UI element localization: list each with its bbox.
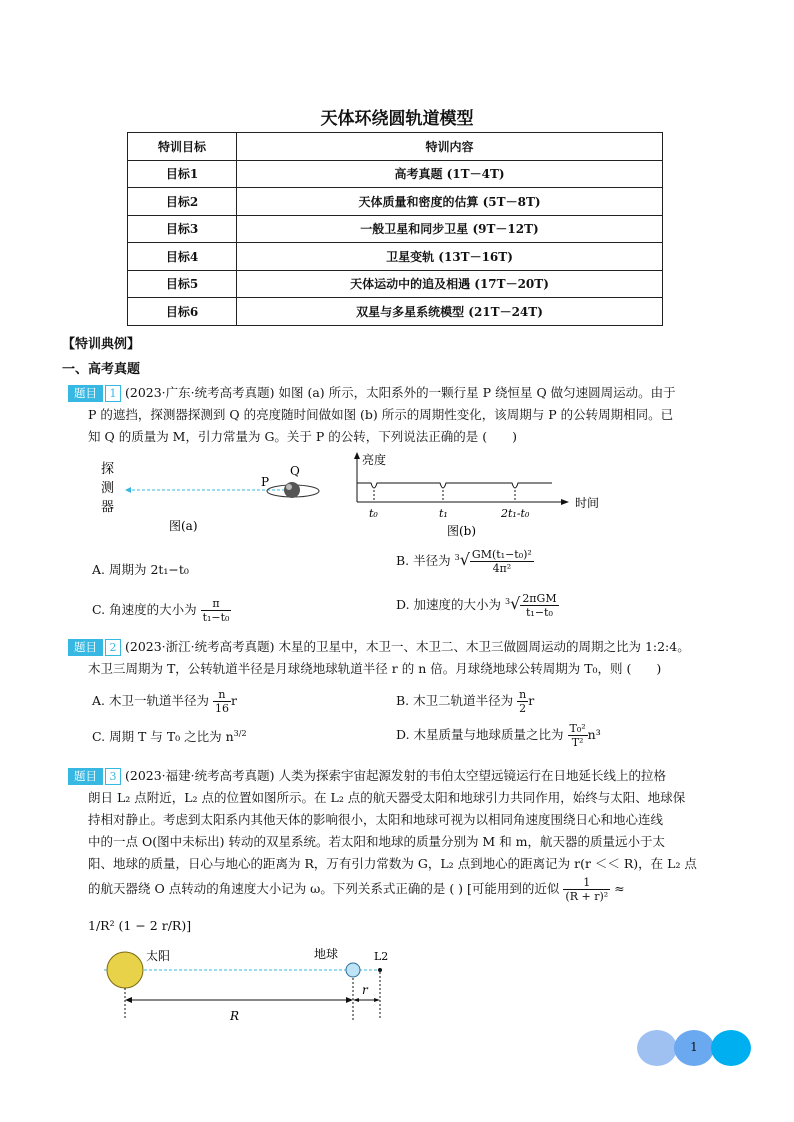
fraction — [470, 548, 534, 575]
table-header: 特训目标 — [128, 133, 237, 161]
q3-text: (2023·福建·统考高考真题) 人类为探索宇宙起源发射的韦伯太空望远镜运行在日地延长线上的拉格 — [124, 768, 666, 783]
page-number: 1 — [690, 1040, 698, 1054]
q1-line-1 — [68, 382, 676, 404]
denominator: 2 — [519, 702, 527, 715]
circle-decor — [711, 1030, 751, 1066]
table-row — [128, 188, 663, 216]
q2-line-1 — [68, 636, 690, 658]
detector-label: 探 — [101, 462, 115, 477]
axis-arrow-icon — [561, 499, 569, 505]
table-cell: 高考真题 (1T－4T) — [237, 160, 663, 188]
q1-line-2: P 的遮挡，探测器探测到 Q 的亮度随时间做如图 (b) 所示的周期性变化，该周期与 P 的公转周期相同。已 — [88, 407, 674, 422]
question-badge: 题目 — [68, 768, 103, 785]
table-cell: 天体质量和密度的估算 (5T－8T) — [237, 188, 663, 216]
detector-label: 器 — [101, 500, 115, 515]
option-label: C. 角速度的大小为 — [92, 602, 197, 617]
option-label: B. 半径为 — [396, 553, 451, 568]
q2-text: (2023·浙江·统考高考真题) 木星的卫星中，木卫一、木卫二、木卫三做圆周运动的周期之比为 1:2:4。 — [124, 639, 690, 654]
option-suffix: r — [528, 693, 535, 708]
arrow-icon — [353, 998, 359, 1002]
option-suffix: n³ — [587, 727, 601, 742]
exponent: 3/2 — [233, 728, 247, 738]
arrow-icon — [374, 998, 380, 1002]
tick-label: t₀ — [369, 507, 378, 520]
table-cell: 目标5 — [128, 270, 237, 298]
table-row — [128, 215, 663, 243]
question-number: 3 — [105, 768, 121, 785]
q2-option-d — [396, 722, 601, 749]
table-row — [128, 270, 663, 298]
q2-option-a — [92, 688, 237, 715]
fraction — [520, 592, 558, 619]
root-index: 3 — [505, 596, 511, 606]
arrow-icon — [125, 997, 132, 1003]
numerator: GM(t₁−t₀)² — [471, 548, 532, 561]
numerator: T₀² — [569, 722, 586, 735]
fraction — [568, 722, 588, 749]
figure-sun-earth — [100, 948, 390, 1030]
sun-icon — [107, 952, 143, 988]
tick-label: 2t₁-t₀ — [501, 507, 530, 520]
fraction — [563, 876, 610, 903]
earth-icon — [346, 963, 360, 977]
earth-label: 地球 — [314, 948, 339, 961]
q1-option-c — [92, 597, 231, 624]
star-q — [284, 482, 300, 498]
detector-label: 测 — [101, 481, 115, 496]
figure-caption: 图(a) — [169, 519, 198, 533]
q2-line-2: 木卫三周期为 T，公转轨道半径是月球绕地球轨道半径 r 的 n 倍。月球绕地球公转周期为 T₀，则 ( ) — [88, 661, 662, 676]
y-axis-label: 亮度 — [362, 453, 387, 467]
q1-option-b: B. 半径为 $^3$√ $\frac{\text{GM(t₁−t₀)²}}{\text{4π²}}$ — [396, 548, 532, 575]
x-axis-label: 时间 — [575, 496, 600, 510]
numerator: 2πGM — [522, 592, 557, 605]
table-header: 特训内容 — [237, 133, 663, 161]
section-heading: 【特训典例】 — [62, 337, 141, 352]
root-index: 3 — [454, 552, 460, 562]
option-label: C. 周期 T 与 T₀ 之比为 n — [92, 729, 234, 744]
subsection-heading: 一、高考真题 — [62, 362, 141, 377]
q1-option-d: D. 加速度的大小为 $^3$√ $\frac{\text{2πGM}}{\text{t₁−t₀}}$ — [396, 592, 557, 619]
planet-p-label: P — [261, 475, 270, 489]
q1-line-3: 知 Q 的质量为 M，引力常量为 G。关于 P 的公转，下列说法正确的是 ( ) — [88, 429, 518, 444]
fraction — [517, 688, 528, 715]
table-cell: 目标3 — [128, 215, 237, 243]
table-cell: 目标2 — [128, 188, 237, 216]
q1-option-a: A. 周期为 2t₁−t₀ — [92, 562, 189, 577]
fraction — [213, 688, 231, 715]
arrow-icon — [125, 487, 131, 493]
option-label: A. 木卫一轨道半径为 — [92, 693, 209, 708]
table-cell: 卫星变轨 (13T－16T) — [237, 243, 663, 271]
numerator: n — [213, 688, 231, 702]
approx-symbol: ≈ — [614, 881, 625, 896]
table-cell: 目标1 — [128, 160, 237, 188]
denominator: 4π² — [492, 562, 512, 575]
q3-line-7: 1/R² (1 − 2 r/R)] — [88, 918, 192, 933]
axis-arrow-icon — [354, 452, 360, 459]
option-label: D. 木星质量与地球质量之比为 — [396, 727, 564, 742]
q3-line-4: 中的一点 O(图中未标出) 转动的双星系统。若太阳和地球的质量分别为 M 和 m，航天器的质量远小于太 — [88, 834, 666, 849]
q2-option-b — [396, 688, 534, 715]
table-cell: 目标6 — [128, 298, 237, 326]
q1-text: (2023·广东·统考高考真题) 如图 (a) 所示，太阳系外的一颗行星 P 绕恒星 Q 做匀速圆周运动。由于 — [124, 385, 676, 400]
q3-line-6 — [88, 876, 625, 903]
numerator: π — [201, 597, 232, 611]
distance-R-label: R — [230, 1009, 240, 1023]
option-label: B. 木卫二轨道半径为 — [396, 693, 514, 708]
numerator: 1 — [563, 876, 610, 890]
q3-text: 的航天器绕 O 点转动的角速度大小记为 ω。下列关系式正确的是 ( ) [可能用到的近似 — [88, 881, 560, 896]
denominator: (R + r)² — [565, 890, 609, 903]
q3-line-2: 朗日 L₂ 点附近，L₂ 点的位置如图所示。在 L₂ 点的航天器受太阳和地球引力共同作用，始终与太阳、地球保 — [88, 790, 686, 805]
question-badge: 题目 — [68, 639, 103, 656]
distance-r-label: r — [362, 983, 368, 997]
table-cell: 一般卫星和同步卫星 (9T－12T) — [237, 215, 663, 243]
table-row — [128, 298, 663, 326]
table-row — [128, 160, 663, 188]
goals-table — [127, 132, 663, 326]
page-title: 天体环绕圆轨道模型 — [320, 109, 474, 129]
tick-label: t₁ — [439, 507, 448, 520]
star-highlight — [286, 484, 292, 490]
table-cell: 双星与多星系统模型 (21T－24T) — [237, 298, 663, 326]
question-number: 2 — [105, 639, 121, 656]
l2-label: L2 — [374, 950, 389, 963]
q3-line-5: 阳、地球的质量，日心与地心的距离为 R，万有引力常数为 G，L₂ 点到地心的距离记为 r(r ＜＜ R)，在 L₂ 点 — [88, 856, 697, 871]
table-cell: 目标4 — [128, 243, 237, 271]
arrow-icon — [346, 997, 353, 1003]
circle-decor — [637, 1030, 677, 1066]
table-cell: 天体运动中的追及相遇 (17T－20T) — [237, 270, 663, 298]
denominator: t₁−t₀ — [526, 606, 553, 619]
numerator: n — [519, 688, 527, 701]
q3-line-1 — [68, 765, 666, 787]
denominator: t₁−t₀ — [202, 611, 230, 624]
figure-caption: 图(b) — [447, 524, 477, 538]
sun-label: 太阳 — [146, 949, 171, 963]
option-label: D. 加速度的大小为 — [396, 597, 502, 612]
denominator: T² — [571, 736, 584, 749]
q2-option-c — [92, 727, 247, 745]
figure-b — [345, 450, 615, 542]
l2-point — [378, 968, 382, 972]
fraction — [201, 597, 232, 624]
q3-line-3: 持相对静止。考虑到太阳系内其他天体的影响很小，太阳和地球可视为以相同角速度围绕日心和地心连线 — [88, 812, 664, 827]
table-row — [128, 243, 663, 271]
star-q-label: Q — [290, 464, 300, 478]
figure-a — [95, 455, 345, 540]
brightness-curve — [357, 483, 552, 488]
option-suffix: r — [230, 693, 237, 708]
question-number: 1 — [105, 385, 121, 402]
question-badge: 题目 — [68, 385, 103, 402]
table-header-row — [128, 133, 663, 161]
denominator: 16 — [214, 702, 229, 715]
